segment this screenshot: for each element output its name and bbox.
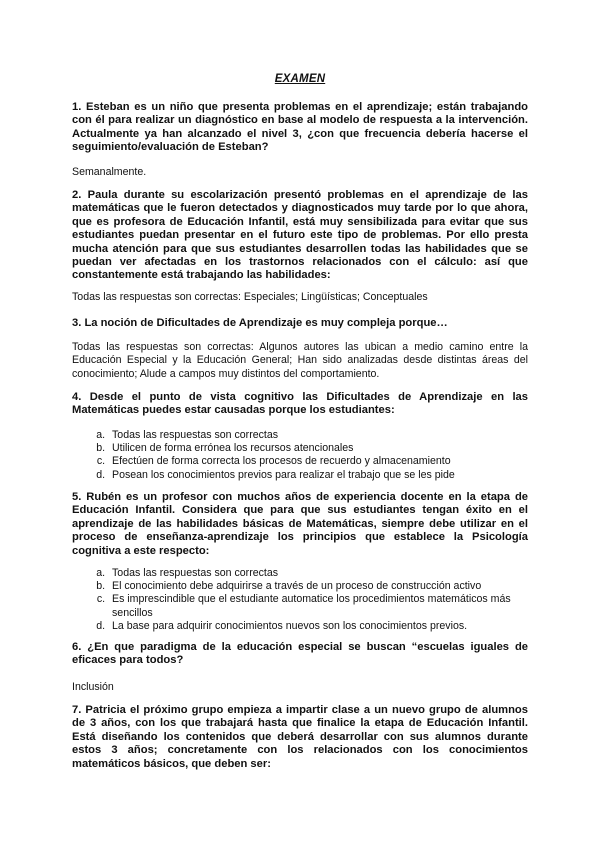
exam-title: EXAMEN xyxy=(274,73,326,85)
option-c: c. Efectúen de forma correcta los procesos de recuerdo y almacenamiento xyxy=(108,455,528,468)
answer-6: Inclusión xyxy=(72,681,114,693)
option-a: a. Todas las respuestas son correctas xyxy=(108,567,528,580)
question-4: 4. Desde el punto de vista cognitivo las Dificultades de Aprendizaje en las Matemáticas puedes estar causadas porque los estudiantes: xyxy=(72,391,528,417)
option-d: d. La base para adquirir conocimientos nuevos son los conocimientos previos. xyxy=(108,620,528,633)
option-a: a. Todas las respuestas son correctas xyxy=(108,429,528,442)
question-5: 5. Rubén es un profesor con muchos años de experiencia docente en la etapa de Educación Infantil. Considera que para que sus estudiantes tengan éxito en el aprendizaje de las habilidades básicas de Matemáticas, siempre debe utilizar en el proceso de enseñanza-aprendizaje los principios que establece la Psicología cognitiva a este respecto: xyxy=(72,491,528,557)
option-c: c. Es imprescindible que el estudiante automatice los procedimientos matemáticos más sencillos xyxy=(108,593,528,619)
answer-3: Todas las respuestas son correctas: Algunos autores las ubican a medio camino entre la Educación Especial y la Educación General; Han sido analizadas desde distintas áreas del conocimiento; Alude a campos muy distintos del comportamiento. xyxy=(72,341,528,380)
option-b: b. Utilicen de forma errónea los recursos atencionales xyxy=(108,442,528,455)
question-5-options xyxy=(72,567,528,633)
option-d: d. Posean los conocimientos previos para realizar el trabajo que se les pide xyxy=(108,469,528,482)
question-6: 6. ¿En que paradigma de la educación especial se buscan “escuelas iguales de eficaces para todos? xyxy=(72,641,528,667)
answer-1: Semanalmente. xyxy=(72,166,147,178)
question-1: 1. Esteban es un niño que presenta problemas en el aprendizaje; están trabajando con él para realizar un diagnóstico en base al modelo de respuesta a la intervención. Actualmente ya han alcanzado el nivel 3, ¿con que frecuencia debería hacerse el seguimiento/evaluación de Esteban? xyxy=(72,101,528,154)
question-4-options xyxy=(72,429,528,482)
question-3: 3. La noción de Dificultades de Aprendizaje es muy compleja porque… xyxy=(72,317,448,329)
option-b: b. El conocimiento debe adquirirse a través de un proceso de construcción activo xyxy=(108,580,528,593)
answer-2: Todas las respuestas son correctas: Especiales; Lingüísticas; Conceptuales xyxy=(72,291,428,303)
question-2: 2. Paula durante su escolarización presentó problemas en el aprendizaje de las matemáticas que le fueron detectados y diagnosticados muy tarde por lo que ahora, que es profesora de Educación Infantil, está muy sensibilizada para evitar que sus estudiantes puedan presentar en el futuro este tipo de problemas. Por ello presta mucha atención para que sus estudiantes desarrollen todas las habilidades que se puedan ver afectadas en los trastornos relacionados con el cálculo: así que constantemente está trabajando las habilidades: xyxy=(72,189,528,282)
question-7: 7. Patricia el próximo grupo empieza a impartir clase a un nuevo grupo de alumnos de 3 años, con los que trabajará hasta que finalice la etapa de Educación Infantil. Está diseñando los contenidos que deberá desarrollar con sus alumnos durante estos 3 años; concretamente con los relacionados con los conocimientos matemáticos básicos, que deben ser: xyxy=(72,704,528,770)
